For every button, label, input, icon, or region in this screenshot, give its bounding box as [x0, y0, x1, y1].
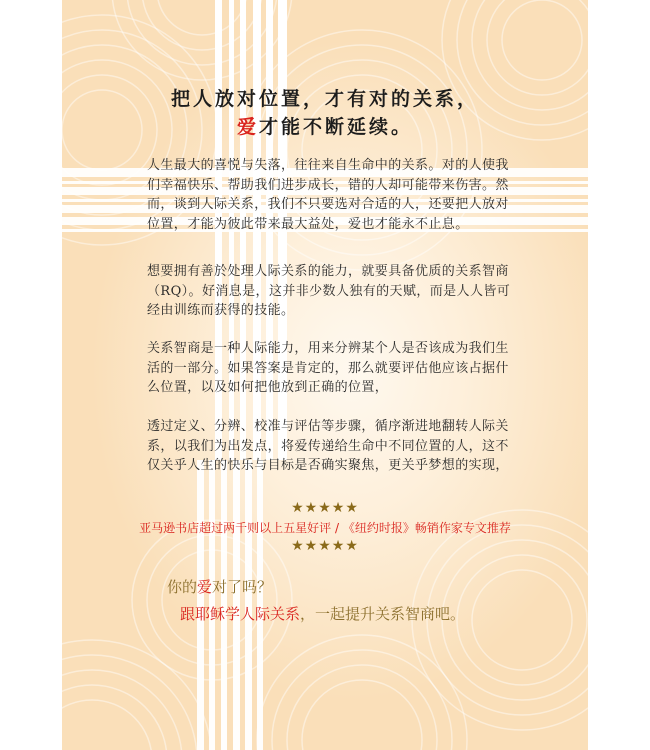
cta-rest: ，一起提升关系智商吧。 [300, 605, 466, 623]
closing-question [167, 576, 272, 597]
paragraph-4: 透过定义、分辨、校准与评估等步骤，循序渐进地翻转人际关系，以我们为出发点，将爱传递给生命中不同位置的人，这不仅关乎人生的快乐与目标是否确实聚焦，更关乎梦想的实现， [147, 419, 509, 473]
closing-question-love: 爱 [197, 578, 213, 596]
star-icon-row-top: ★★★★★ [291, 500, 359, 516]
headline-line-2 [62, 112, 588, 139]
headline-love-char: 爱 [236, 116, 259, 138]
closing-question-post: 对了吗？ [212, 578, 273, 596]
closing-question-pre: 你的 [167, 578, 198, 596]
book-back-cover [62, 0, 588, 750]
headline-line-1: 把人放对位置，才有对的关系， [170, 88, 479, 110]
review-promo-text: 亚马逊书店超过两千则以上五星好评 / 《纽约时报》畅销作家专文推荐 [139, 521, 511, 535]
paragraph-3: 关系智商是一种人际能力，用来分辨某个人是否该成为我们生活的一部分。如果答案是肯定的，那么就要评估他应该占据什么位置，以及如何把他放到正确的位置， [147, 341, 509, 395]
closing-call-to-action [180, 603, 465, 624]
star-icon-row-bottom: ★★★★★ [291, 538, 359, 554]
paragraph-1: 人生最大的喜悦与失落，往往来自生命中的关系。对的人使我们幸福快乐、帮助我们进步成长，错的人却可能带来伤害。然而，谈到人际关系，我们不只要选对合适的人，还要把人放对位置，才能为彼此带来最大益处，爱也才能永不止息。 [147, 158, 509, 232]
headline-line-2-rest: 才能不断延续。 [259, 116, 414, 138]
paragraph-2: 想要拥有善於处理人际关系的能力，就要具备优质的关系智商（RQ）。好消息是，这并非少数人独有的天赋，而是人人皆可经由训练而获得的技能。 [147, 264, 511, 318]
cta-red-part: 跟耶稣学人际关系 [180, 605, 301, 623]
